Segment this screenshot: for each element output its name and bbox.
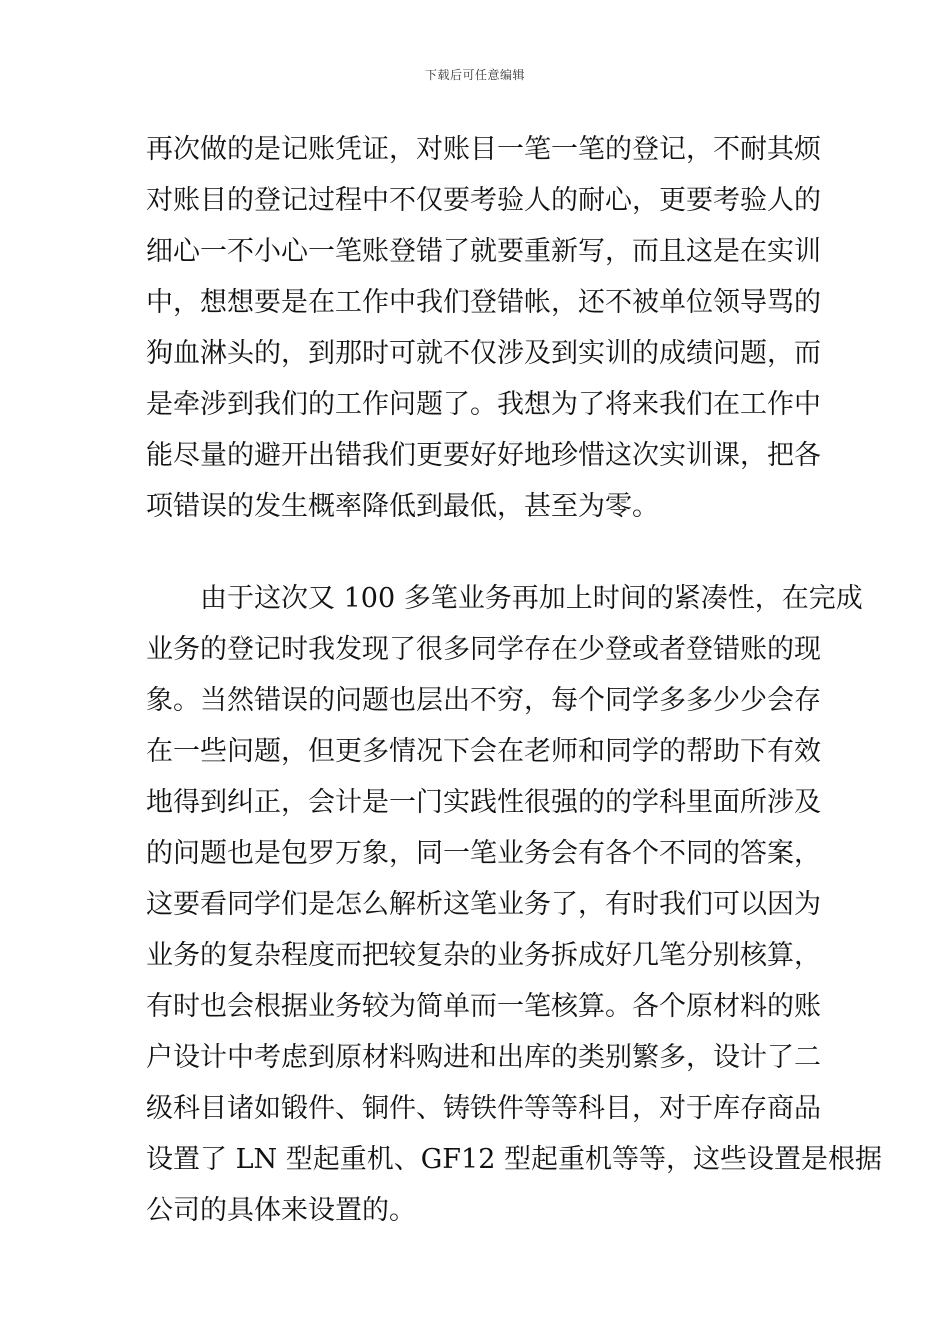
paragraph-line: 象。当然错误的问题也层出不穷，每个同学多多少少会存 [146,685,821,716]
paragraph-line: 中，想想要是在工作中我们登错帐，还不被单位领导骂的 [146,287,821,318]
paragraph-line: 能尽量的避开出错我们更要好好地珍惜这次实训课，把各 [146,440,821,471]
paragraph-line: 这要看同学们是怎么解析这笔业务了，有时我们可以因为 [146,889,821,920]
paragraph-line: 由于这次又 100 多笔业务再加上时间的紧凑性，在完成 [200,583,863,614]
paragraph-1 [146,124,821,532]
paragraph-line: 业务的复杂程度而把较复杂的业务拆成好几笔分别核算， [146,940,821,971]
paragraph-line: 是牵涉到我们的工作问题了。我想为了将来我们在工作中 [146,389,821,420]
paragraph-line: 地得到纠正，会计是一门实践性很强的的学科里面所涉及 [146,787,821,818]
paragraph-line: 户设计中考虑到原材料购进和出库的类别繁多，设计了二 [146,1042,821,1073]
paragraph-line: 设置了 LN 型起重机、GF12 型起重机等等，这些设置是根据 [146,1144,882,1175]
paragraph-line: 在一些问题，但更多情况下会在老师和同学的帮助下有效 [146,736,821,767]
paragraph-line: 对账目的登记过程中不仅要考验人的耐心，更要考验人的 [146,185,821,216]
paragraph-line: 公司的具体来设置的。 [146,1195,416,1226]
header-note: 下载后可任意编辑 [424,68,525,82]
paragraph-line: 狗血淋头的，到那时可就不仅涉及到实训的成绩问题，而 [146,338,821,369]
paragraph-line: 业务的登记时我发现了很多同学存在少登或者登错账的现 [146,634,821,665]
paragraph-line: 细心一不小心一笔账登错了就要重新写，而且这是在实训 [146,236,821,267]
paragraph-line: 项错误的发生概率降低到最低，甚至为零。 [146,491,659,522]
paragraph-line: 再次做的是记账凭证，对账目一笔一笔的登记，不耐其烦 [146,134,821,165]
paragraph-line: 的问题也是包罗万象，同一笔业务会有各个不同的答案， [146,838,821,869]
paragraph-line: 有时也会根据业务较为简单而一笔核算。各个原材料的账 [146,991,821,1022]
paragraph-2 [146,573,882,1236]
paragraph-line: 级科目诸如锻件、铜件、铸铁件等等科目，对于库存商品 [146,1093,821,1124]
